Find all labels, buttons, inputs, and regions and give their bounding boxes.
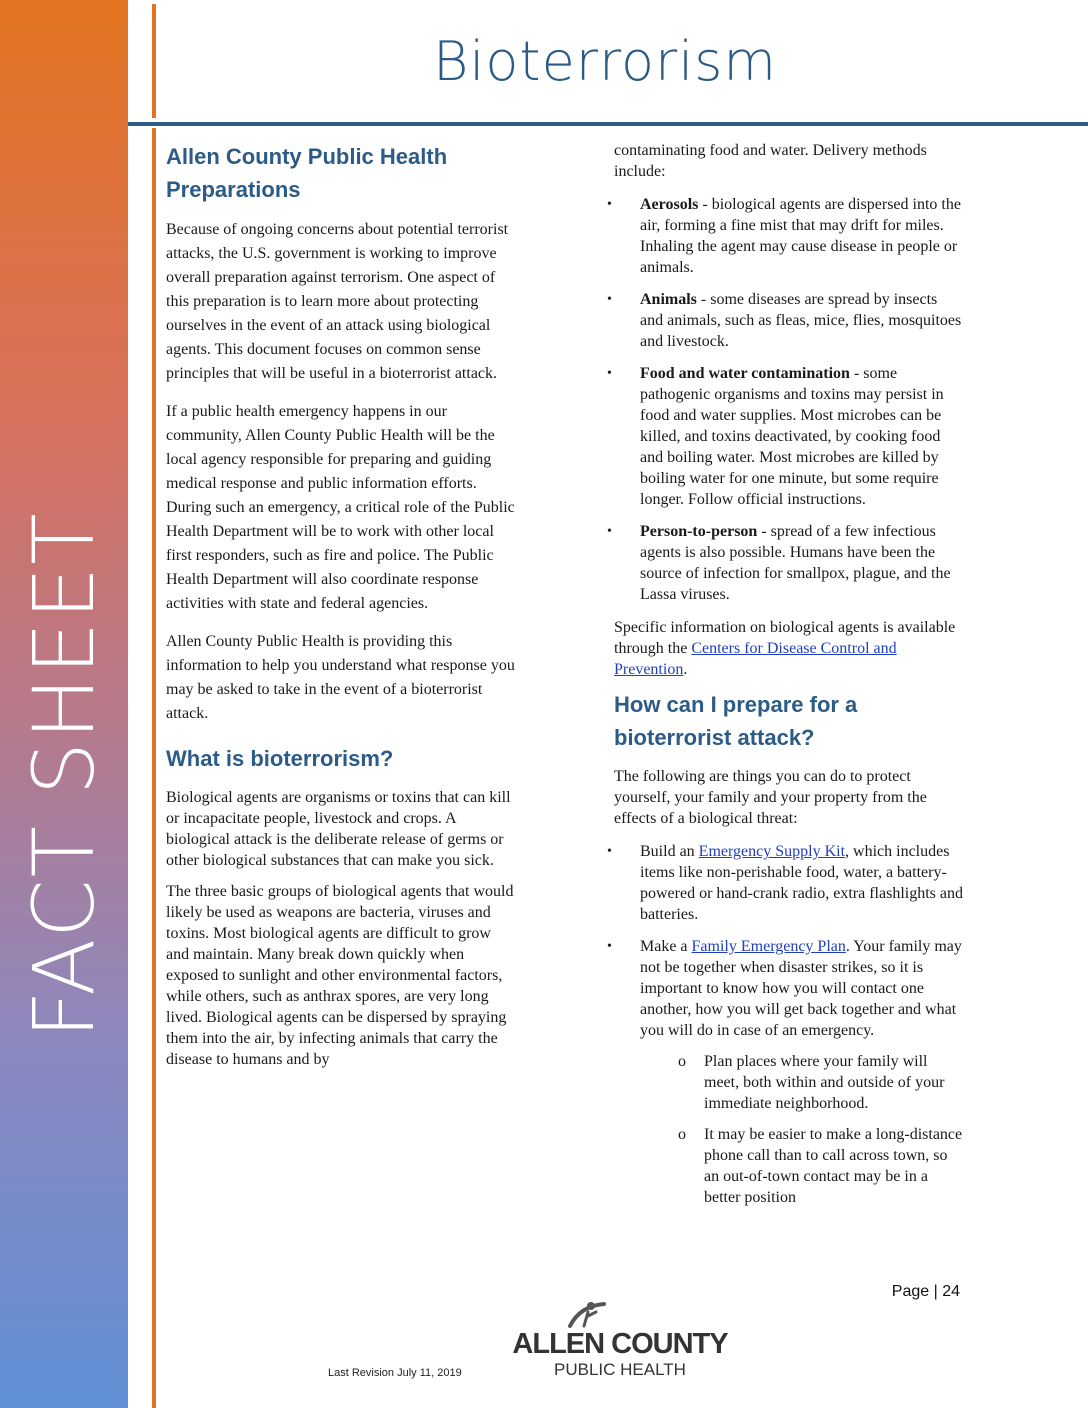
left-column [166, 140, 516, 1084]
delivery-methods-list [607, 194, 964, 605]
sub-item-text: It may be easier to make a long-distance phone call than to call across town, so an out-of-town contact may be in a better position [704, 1126, 963, 1206]
revision-date: Last Revision July 11, 2019 [328, 1367, 462, 1379]
bullet-icon: • [607, 844, 612, 859]
paragraph-intro: Because of ongoing concerns about potential terrorist attacks, the U.S. government is working to improve overall preparation against terrorism. One aspect of this preparation is to learn more about protecting ourselves in the event of an attack using biological agents. This document focuses on common sense principles that will be useful in a bioterrorist attack. [166, 221, 509, 382]
title-divider [128, 122, 1088, 126]
sub-list-item [640, 1124, 964, 1208]
paragraph-definition: Biological agents are organisms or toxins that can kill or incapacitate people, livestock and crops. A biological attack is the deliberate release of germs or other biological substances that can make you sick. [166, 789, 511, 869]
accent-line [152, 128, 156, 1408]
method-term: Person-to-person [640, 523, 758, 540]
list-item [607, 289, 964, 352]
list-item [607, 936, 964, 1208]
cdc-text: Specific information on biological agents is available through the [614, 619, 956, 657]
paragraph-delivery-methods: contaminating food and water. Delivery methods include: [614, 142, 927, 180]
method-term: Animals [640, 291, 697, 308]
kit-text: Build an [640, 843, 699, 860]
allen-county-logo [480, 1300, 770, 1390]
family-emergency-plan-link[interactable]: Family Emergency Plan [691, 938, 846, 955]
method-term: Aerosols [640, 196, 699, 213]
preparation-list [607, 841, 964, 1208]
paragraph-emergency: If a public health emergency happens in our community, Allen County Public Health will be the local agency responsible for preparing and guiding medical response and public information efforts. During such an emergency, a critical role of the Public Health Department will be to work with other local first responders, such as fire and police. The Public Health Department will also coordinate response activities with state and federal agencies. [166, 403, 515, 612]
method-text: - spread of a few infectious agents is also possible. Humans have been the source of infection for smallpox, plague, and the Lassa viruses. [640, 523, 951, 603]
method-text: - biological agents are dispersed into the air, forming a fine mist that may drift for miles. Inhaling the agent may cause disease in people or animals. [640, 196, 961, 276]
paragraph-cdc [614, 617, 964, 680]
paragraph-purpose: Allen County Public Health is providing this information to help you understand what response you may be asked to take in the event of a bioterrorist attack. [166, 633, 515, 722]
sub-bullet-icon: o [678, 1126, 686, 1143]
list-item [607, 194, 964, 278]
page-number: Page | 24 [891, 1283, 960, 1300]
list-item [607, 841, 964, 925]
sub-bullet-icon: o [678, 1053, 686, 1070]
emergency-supply-kit-link[interactable]: Emergency Supply Kit [698, 843, 846, 860]
plan-text: Make a [640, 938, 692, 955]
plan-text-end: . Your family may not be together when disaster strikes, so it is important to know how you will contact one another, how you will get back together and what you will do in case of an emergency. [640, 938, 962, 1039]
bullet-icon: • [607, 524, 612, 539]
method-text: - some diseases are spread by insects and animals, such as fleas, mice, flies, mosquitoes and livestock. [640, 291, 962, 350]
heading-how-to-prepare: How can I prepare for a bioterrorist attack? [614, 692, 858, 750]
logo-subtitle: PUBLIC HEALTH [554, 1360, 686, 1379]
sub-item-text: Plan places where your family will meet, both within and outside of your immediate neighborhood. [704, 1053, 945, 1112]
fact-sheet-sidebar [0, 0, 128, 1408]
paragraph-agent-groups: The three basic groups of biological agents that would likely be used as weapons are bacteria, viruses and toxins. Most biological agents are difficult to grow and maintain. Many break down quickly when exposed to sunlight and other environmental factors, while others, such as anthrax spores, are very long lived. Biological agents can be dispersed by spraying them into the air, by infecting animals that carry the disease to humans and by [166, 883, 514, 1068]
accent-line-top [152, 4, 156, 118]
right-column [607, 140, 964, 1220]
bullet-icon: • [607, 366, 612, 381]
bullet-icon: • [607, 292, 612, 307]
method-term: Food and water contamination [640, 365, 850, 382]
list-item [607, 521, 964, 605]
page-title: Bioterrorism [433, 30, 777, 93]
paragraph-prepare: The following are things you can do to protect yourself, your family and your property from the effects of a biological threat: [614, 768, 927, 827]
sub-list-item [640, 1051, 964, 1114]
cdc-link[interactable]: Centers for Disease Control and Prevention [614, 640, 897, 678]
heading-what-is-bioterrorism: What is bioterrorism? [166, 746, 394, 771]
plan-sublist [640, 1051, 964, 1208]
cdc-text-end: . [683, 661, 688, 678]
fact-sheet-label: FACT SHEET [15, 511, 113, 1039]
bullet-icon: • [607, 197, 612, 212]
list-item [607, 363, 964, 510]
logo-name: ALLEN COUNTY [512, 1328, 728, 1360]
kit-text-end: , which includes items like non-perishable food, water, a battery-powered or hand-crank radio, extra flashlights and batteries. [640, 843, 963, 923]
method-text: - some pathogenic organisms and toxins may persist in food and water supplies. Most microbes can be killed, and toxins deactivated, by cooking food and boiling water. Most microbes are killed by boiling water for one minute, but some require longer. Follow official instructions. [640, 365, 944, 508]
bullet-icon: • [607, 939, 612, 954]
heading-preparations: Allen County Public Health Preparations [166, 144, 448, 202]
